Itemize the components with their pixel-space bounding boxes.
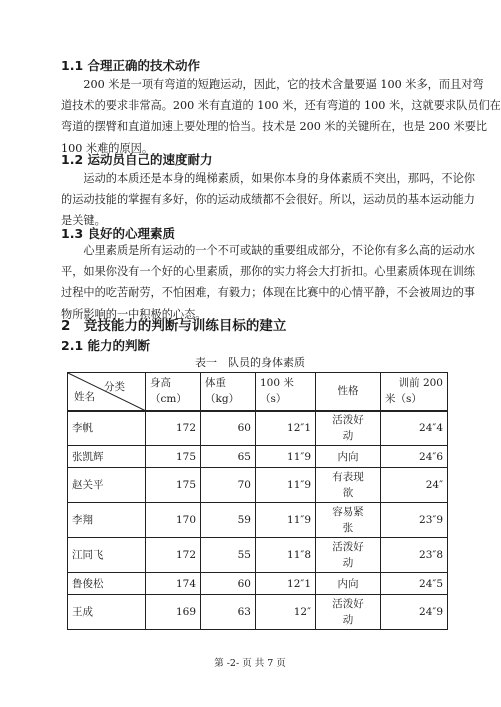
- paragraph-technique: [61, 74, 501, 159]
- section-heading-1-2: 1.2 运动员自己的速度耐力: [61, 152, 213, 167]
- paragraph-speed-endurance: [61, 168, 475, 232]
- cell-height: 169: [146, 595, 201, 630]
- cell-weight: 65: [201, 446, 256, 468]
- personality-line: 动: [342, 430, 354, 443]
- cell-personality: [316, 503, 381, 538]
- paragraph-line: 运动的本质还是本身的绳梯素质，如果你本身的身体素质不突出，那吗，不论你: [61, 172, 475, 185]
- personality-line: 容易紧: [332, 506, 364, 518]
- table-row: [68, 595, 448, 630]
- cell-height: 172: [146, 411, 201, 446]
- paragraph-line: 是关键。: [61, 214, 106, 228]
- header-weight: 体重 （kg）: [201, 373, 256, 411]
- cell-pre-200m: 24″6: [381, 446, 448, 468]
- personality-line: 张: [342, 522, 354, 534]
- header-personality: 性格: [316, 373, 381, 411]
- personality-line: 活泼好: [332, 598, 364, 610]
- table-row: [68, 538, 448, 573]
- table-row: [68, 503, 448, 538]
- cell-pre-200m: 23″8: [381, 538, 448, 573]
- section-heading-2-1: 2.1 能力的判断: [61, 338, 150, 353]
- page-footer: 第 -2- 页 共 7 页: [214, 658, 286, 669]
- cell-weight: 60: [201, 411, 256, 446]
- corner-name-label: 姓名: [74, 390, 95, 403]
- cell-100m: 11″9: [256, 503, 316, 538]
- personality-line: 欲: [342, 487, 354, 499]
- personality-line: 活泼好: [332, 541, 364, 553]
- cell-100m: 12″1: [256, 411, 316, 446]
- cell-100m: 11″9: [256, 446, 316, 468]
- cell-name: 张凯辉: [68, 446, 146, 468]
- personality-line: 动: [342, 614, 354, 626]
- cell-personality: [316, 595, 381, 630]
- paragraph-line: 100 米难的原因。: [61, 141, 154, 155]
- cell-name: 李翔: [68, 503, 146, 538]
- cell-name: 赵关平: [68, 468, 146, 503]
- cell-weight: 60: [201, 573, 256, 595]
- cell-weight: 70: [201, 468, 256, 503]
- cell-height: 172: [146, 538, 201, 573]
- paragraph-line: 弯道的摆臂和直道加速上要处理的恰当。技术是 200 米的关键所在，也是 200 米要比: [61, 120, 488, 134]
- table-row: [68, 446, 448, 468]
- cell-personality: [316, 468, 381, 503]
- cell-height: 175: [146, 468, 201, 503]
- cell-pre-200m: 24″9: [381, 595, 448, 630]
- cell-100m: 11″8: [256, 538, 316, 573]
- cell-personality: [316, 573, 381, 595]
- personality-line: 动: [342, 557, 354, 569]
- paragraph-line: 物所影响的一中积极的心态。: [61, 307, 207, 321]
- paragraph-line: 平，如果你没有一个好的心里素质，那你的实力将会大打折扣。心里素质体现在训练: [61, 265, 475, 279]
- cell-pre-200m: 24″: [381, 468, 448, 503]
- paragraph-line: 道技术的要求非常高。200 米有直道的 100 米，还有弯道的 100 米，这就要求队员们在: [61, 99, 501, 113]
- cell-name: 李帆: [68, 411, 146, 446]
- table-header-row: [68, 373, 448, 411]
- section-heading-1-3: 1.3 良好的心理素质: [61, 226, 175, 241]
- paragraph-line: 的运动技能的掌握有多好，你的运动成绩都不会很好。所以，运动员的基本运动能力: [61, 193, 475, 207]
- cell-100m: 12″: [256, 595, 316, 630]
- cell-height: 170: [146, 503, 201, 538]
- table-row: [68, 411, 448, 446]
- athlete-table: [67, 372, 448, 630]
- header-100m: 100 米 （s）: [256, 373, 316, 411]
- cell-height: 175: [146, 446, 201, 468]
- cell-personality: [316, 538, 381, 573]
- table-caption: 表一 队员的身体素质: [195, 356, 305, 369]
- cell-weight: 59: [201, 503, 256, 538]
- corner-header-cell: [68, 373, 146, 411]
- personality-line: 有表现: [332, 471, 364, 483]
- personality-line: 活泼好: [332, 414, 364, 427]
- cell-weight: 63: [201, 595, 256, 630]
- header-height: 身高 （cm）: [146, 373, 201, 411]
- corner-category-label: 分类: [104, 381, 125, 393]
- cell-personality: [316, 446, 381, 468]
- cell-pre-200m: 24″5: [381, 573, 448, 595]
- cell-name: 鲁俊松: [68, 573, 146, 595]
- cell-height: 174: [146, 573, 201, 595]
- paragraph-psychology: [61, 240, 475, 325]
- paragraph-line: 心里素质是所有运动的一个不可或缺的重要组成部分，不论你有多么高的运动水: [61, 244, 475, 257]
- personality-line: 内向: [337, 450, 359, 463]
- cell-name: 王成: [68, 595, 146, 630]
- cell-pre-200m: 23″9: [381, 503, 448, 538]
- header-pre-200m: 训前 200 米（s）: [381, 373, 448, 411]
- cell-name: 江同飞: [68, 538, 146, 573]
- paragraph-line: 过程中的吃苦耐劳，不怕困难，有毅力；体现在比赛中的心情平静，不会被周边的事: [61, 286, 475, 300]
- cell-100m: 11″9: [256, 468, 316, 503]
- cell-weight: 55: [201, 538, 256, 573]
- paragraph-line: 200 米是一项有弯道的短跑运动，因此，它的技术含量要逼 100 米多，而且对弯: [61, 78, 484, 91]
- cell-100m: 12″1: [256, 573, 316, 595]
- cell-personality: [316, 411, 381, 446]
- personality-line: 内向: [337, 577, 359, 590]
- table-row: [68, 573, 448, 595]
- cell-pre-200m: 24″4: [381, 411, 448, 446]
- section-heading-1-1: 1.1 合理正确的技术动作: [61, 58, 200, 73]
- table-row: [68, 468, 448, 503]
- section-heading-2: 2 竞技能力的判断与训练目标的建立: [61, 318, 287, 334]
